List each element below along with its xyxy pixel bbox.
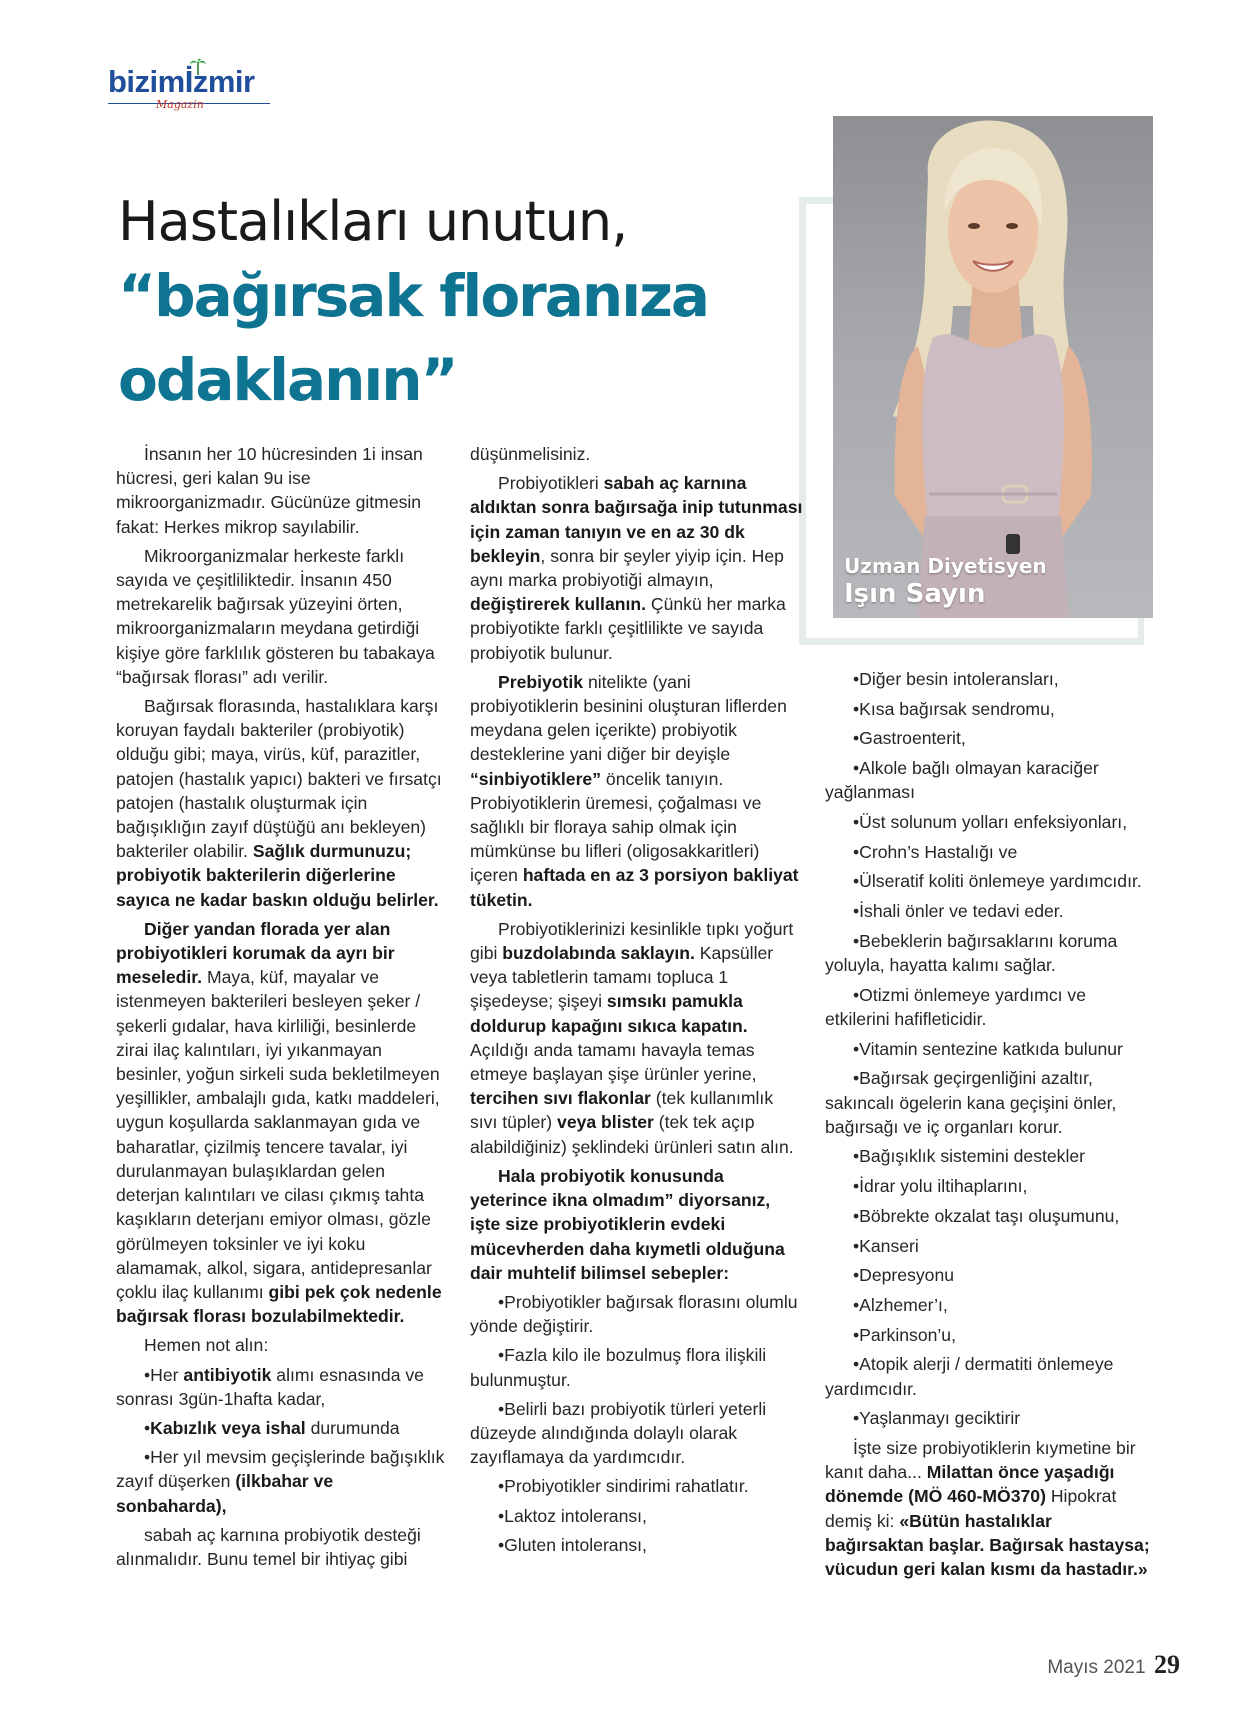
bullet-item: •Üst solunum yolları enfeksiyonları, — [853, 812, 1128, 833]
bullet-item: •Otizmi önlemeye yardımcı ve etkilerini hafifleticidir. — [825, 984, 1086, 1029]
paragraph: düşünmelisiniz. — [470, 444, 591, 464]
bullet-item: •Bebeklerin bağırsaklarını koruma yoluyla, hayatta kalımı sağlar. — [825, 930, 1118, 976]
bullet-item: •Belirli bazı probiyotik türleri yeterli düzeyde alındığında dolaylı olarak zayıflamaya da yardımcıdır. — [470, 1398, 767, 1468]
bullet-item: •Kısa bağırsak sendromu, — [853, 698, 1055, 719]
bullet-item: •Her yıl mevsim geçişlerinde bağışıklık zayıf düşerken (ilkbahar ve sonbaharda), — [116, 1447, 445, 1516]
issue-date: Mayıs 2021 — [1047, 1657, 1146, 1678]
bullet-item: •Parkinson’u, — [853, 1324, 956, 1345]
author-name: Işın Sayın — [844, 579, 986, 609]
author-title: Uzman Diyetisyen — [844, 554, 1047, 578]
paragraph: Hala probiyotik konusunda yeterince ikna olmadım” diyorsanız, işte size probiyotiklerin evdeki mücevherden daha kıymetli olduğuna dair muhtelif bilimsel sebepler: — [470, 1165, 785, 1283]
paragraph: Prebiyotik nitelikte (yani probiyotiklerin besinini oluşturan liflerden meydana gelen içerikte) probiyotik desteklerine yani diğer bir deyişle “sinbiyotiklere” öncelik tanıyın. Probiyotiklerin üremesi, çoğalması ve sağlıklı bir floraya sahip olmak için mümkünse bu lifleri (oligosakkaritleri) içeren haftada en az 3 porsiyon bakliyat tüketin. — [470, 671, 799, 910]
bullet-item: •Crohn’s Hastalığı ve — [853, 841, 1018, 862]
bullet-item: •Kabızlık veya ishal durumunda — [144, 1417, 400, 1438]
author-photo — [833, 116, 1153, 618]
bullet-item: •Diğer besin intoleransları, — [853, 669, 1059, 689]
page-footer — [1047, 1650, 1180, 1680]
page-number: 29 — [1154, 1650, 1180, 1679]
bullet-item: •Laktoz intoleransı, — [498, 1505, 647, 1526]
bullet-item: •Alkole bağlı olmayan karaciğer yağlanması — [825, 758, 1099, 803]
bullet-item: •Bağışıklık sistemini destekler — [853, 1146, 1086, 1167]
bullet-item: •Gastroenterit, — [853, 728, 966, 749]
bullet-item: •Atopik alerji / dermatiti önlemeye yardımcıdır. — [825, 1354, 1114, 1399]
bullet-item: •Yaşlanmayı geciktirir — [853, 1408, 1021, 1429]
brand-subtitle: Magazin — [156, 98, 204, 111]
brand-logo — [108, 58, 278, 113]
paragraph: sabah aç karnına probiyotik desteği alınmalıdır. Bunu temel bir ihtiyaç gibi — [116, 1524, 421, 1569]
paragraph: Hemen not alın: — [144, 1335, 269, 1356]
bullet-item: •Ülseratif koliti önlemeye yardımcıdır. — [853, 871, 1142, 892]
paragraph: Probiyotikleri sabah aç karnına aldıktan sonra bağırsağa inip tutunması için zaman tanıyın ve en az 30 dk bekleyin, sonra bir şeyler yiyip için. Hep aynı marka probiyotiği almayın, değiştirerek kullanın. Çünkü her marka probiyotikte farklı çeşitlilikte ve sayıda probiyotik bulunur. — [470, 473, 803, 663]
paragraph: Bağırsak florasında, hastalıklara karşı koruyan faydalı bakteriler (probiyotik) olduğu gibi; maya, virüs, küf, parazitler, patojen (hastalık yapıcı) bakteri ve fırsatçı patojen (hastalık oluşturmak için bağışıklığın zayıf düştüğü anı bekleyen) bakteriler olabilir. Sağlık durmunuzu; probiyotik bakterilerin diğerlerine sayıca ne kadar baskın olduğu belirler. — [116, 696, 442, 910]
bullet-item: •Böbrekte okzalat taşı oluşumunu, — [853, 1205, 1120, 1226]
bullet-item: •Gluten intoleransı, — [498, 1534, 647, 1555]
bullet-item: •Vitamin sentezine katkıda bulunur — [853, 1038, 1123, 1059]
bullet-item: •Depresyonu — [853, 1265, 955, 1286]
bullet-item: •İshali önler ve tedavi eder. — [853, 901, 1064, 922]
headline — [118, 190, 758, 422]
paragraph: Probiyotiklerinizi kesinlikle tıpkı yoğurt gibi buzdolabında saklayın. Kapsüller veya tabletlerin tamamı topluca 1 şişedeyse; şişeyi sımsıkı pamukla doldurup kapağını sıkıca kapatın. Açıldığı anda tamamı havayla temas etmeye başlayan şişe ürünler yerine, tercihen sıvı flakonlar (tek kullanımlık sıvı tüpler) veya blister (tek tek açıp alabildiğiniz) şeklindeki ürünleri satın alın. — [470, 918, 794, 1157]
bullet-item: •Her antibiyotik alımı esnasında ve sonrası 3gün-1hafta kadar, — [116, 1364, 424, 1409]
brand-name: bizimİzmir — [108, 64, 255, 99]
paragraph: İnsanın her 10 hücresinden 1i insan hücresi, geri kalan 9u ise mikroorganizmadır. Gücünüze gitmesin fakat: Herkes mikrop sayılabilir. — [116, 444, 423, 537]
bullet-item: •Kanseri — [853, 1235, 919, 1256]
article-column-3 — [825, 667, 1155, 1587]
paragraph: Mikroorganizmalar herkeste farklı sayıda ve çeşitliliktedir. İnsanın 450 metrekarelik bağırsak yüzeyini örten, mikroorganizmaların meydana getirdiği kişiye göre farklılık gösteren bu tabakaya “bağırsak florası” adı verilir. — [116, 545, 435, 687]
photo-caption — [844, 554, 1047, 610]
article-column-1 — [116, 442, 448, 1576]
bullet-item: •Alzhemer’ı, — [853, 1294, 948, 1315]
portrait-illustration — [833, 116, 1153, 618]
paragraph: Diğer yandan florada yer alan probiyotikleri korumak da ayrı bir meseledir. Maya, küf, mayalar ve istenmeyen bakterileri besleyen şeker / şekerli gıdalar, hava kirliliği, besinlerde zirai ilaç kalıntıları, iyi yıkanmayan besinler, yoğun sirkeli suda bekletilmeyen yeşillikler, ambalajlı gıda, katkı maddeleri, uygun koşullarda saklanmayan gıda ve baharatlar, çizilmiş tencere tavalar, iyi durulanmayan bulaşıklardan gelen deterjan kalıntıları ve cilası çıkmış tahta kaşıkların deterjanı emiyor olması, gözle görülmeyen toksinler ve iyi koku alamamak, alkol, sigara, antidepresanlar çoklu ilaç kullanımı gibi pek çok nedenle bağırsak florası bozulabilmektedir. — [116, 918, 442, 1327]
headline-line-2: “bağırsak floranıza — [118, 262, 708, 330]
bullet-item: •Probiyotikler sindirimi rahatlatır. — [498, 1476, 749, 1497]
paragraph: İşte size probiyotiklerin kıymetine bir kanıt daha... Milattan önce yaşadığı dönemde (MÖ 460-MÖ370) Hipokrat demiş ki: «Bütün hastalıklar bağırsaktan başlar. Bağırsak hastaysa; vücudun geri kalan kısmı da hastadır.» — [825, 1437, 1150, 1579]
bullet-item: •İdrar yolu iltihaplarını, — [853, 1176, 1028, 1197]
headline-line-3: odaklanın” — [118, 346, 457, 414]
article-column-2 — [470, 442, 804, 1562]
bullet-item: •Bağırsak geçirgenliğini azaltır, sakıncalı ögelerin kana geçişini önler, bağırsağı ve iç organları korur. — [825, 1068, 1117, 1137]
headline-line-1: Hastalıkları unutun, — [118, 190, 628, 253]
bullet-item: •Probiyotikler bağırsak florasını olumlu yönde değiştirir. — [470, 1291, 798, 1337]
bullet-item: •Fazla kilo ile bozulmuş flora ilişkili bulunmuştur. — [470, 1345, 767, 1390]
